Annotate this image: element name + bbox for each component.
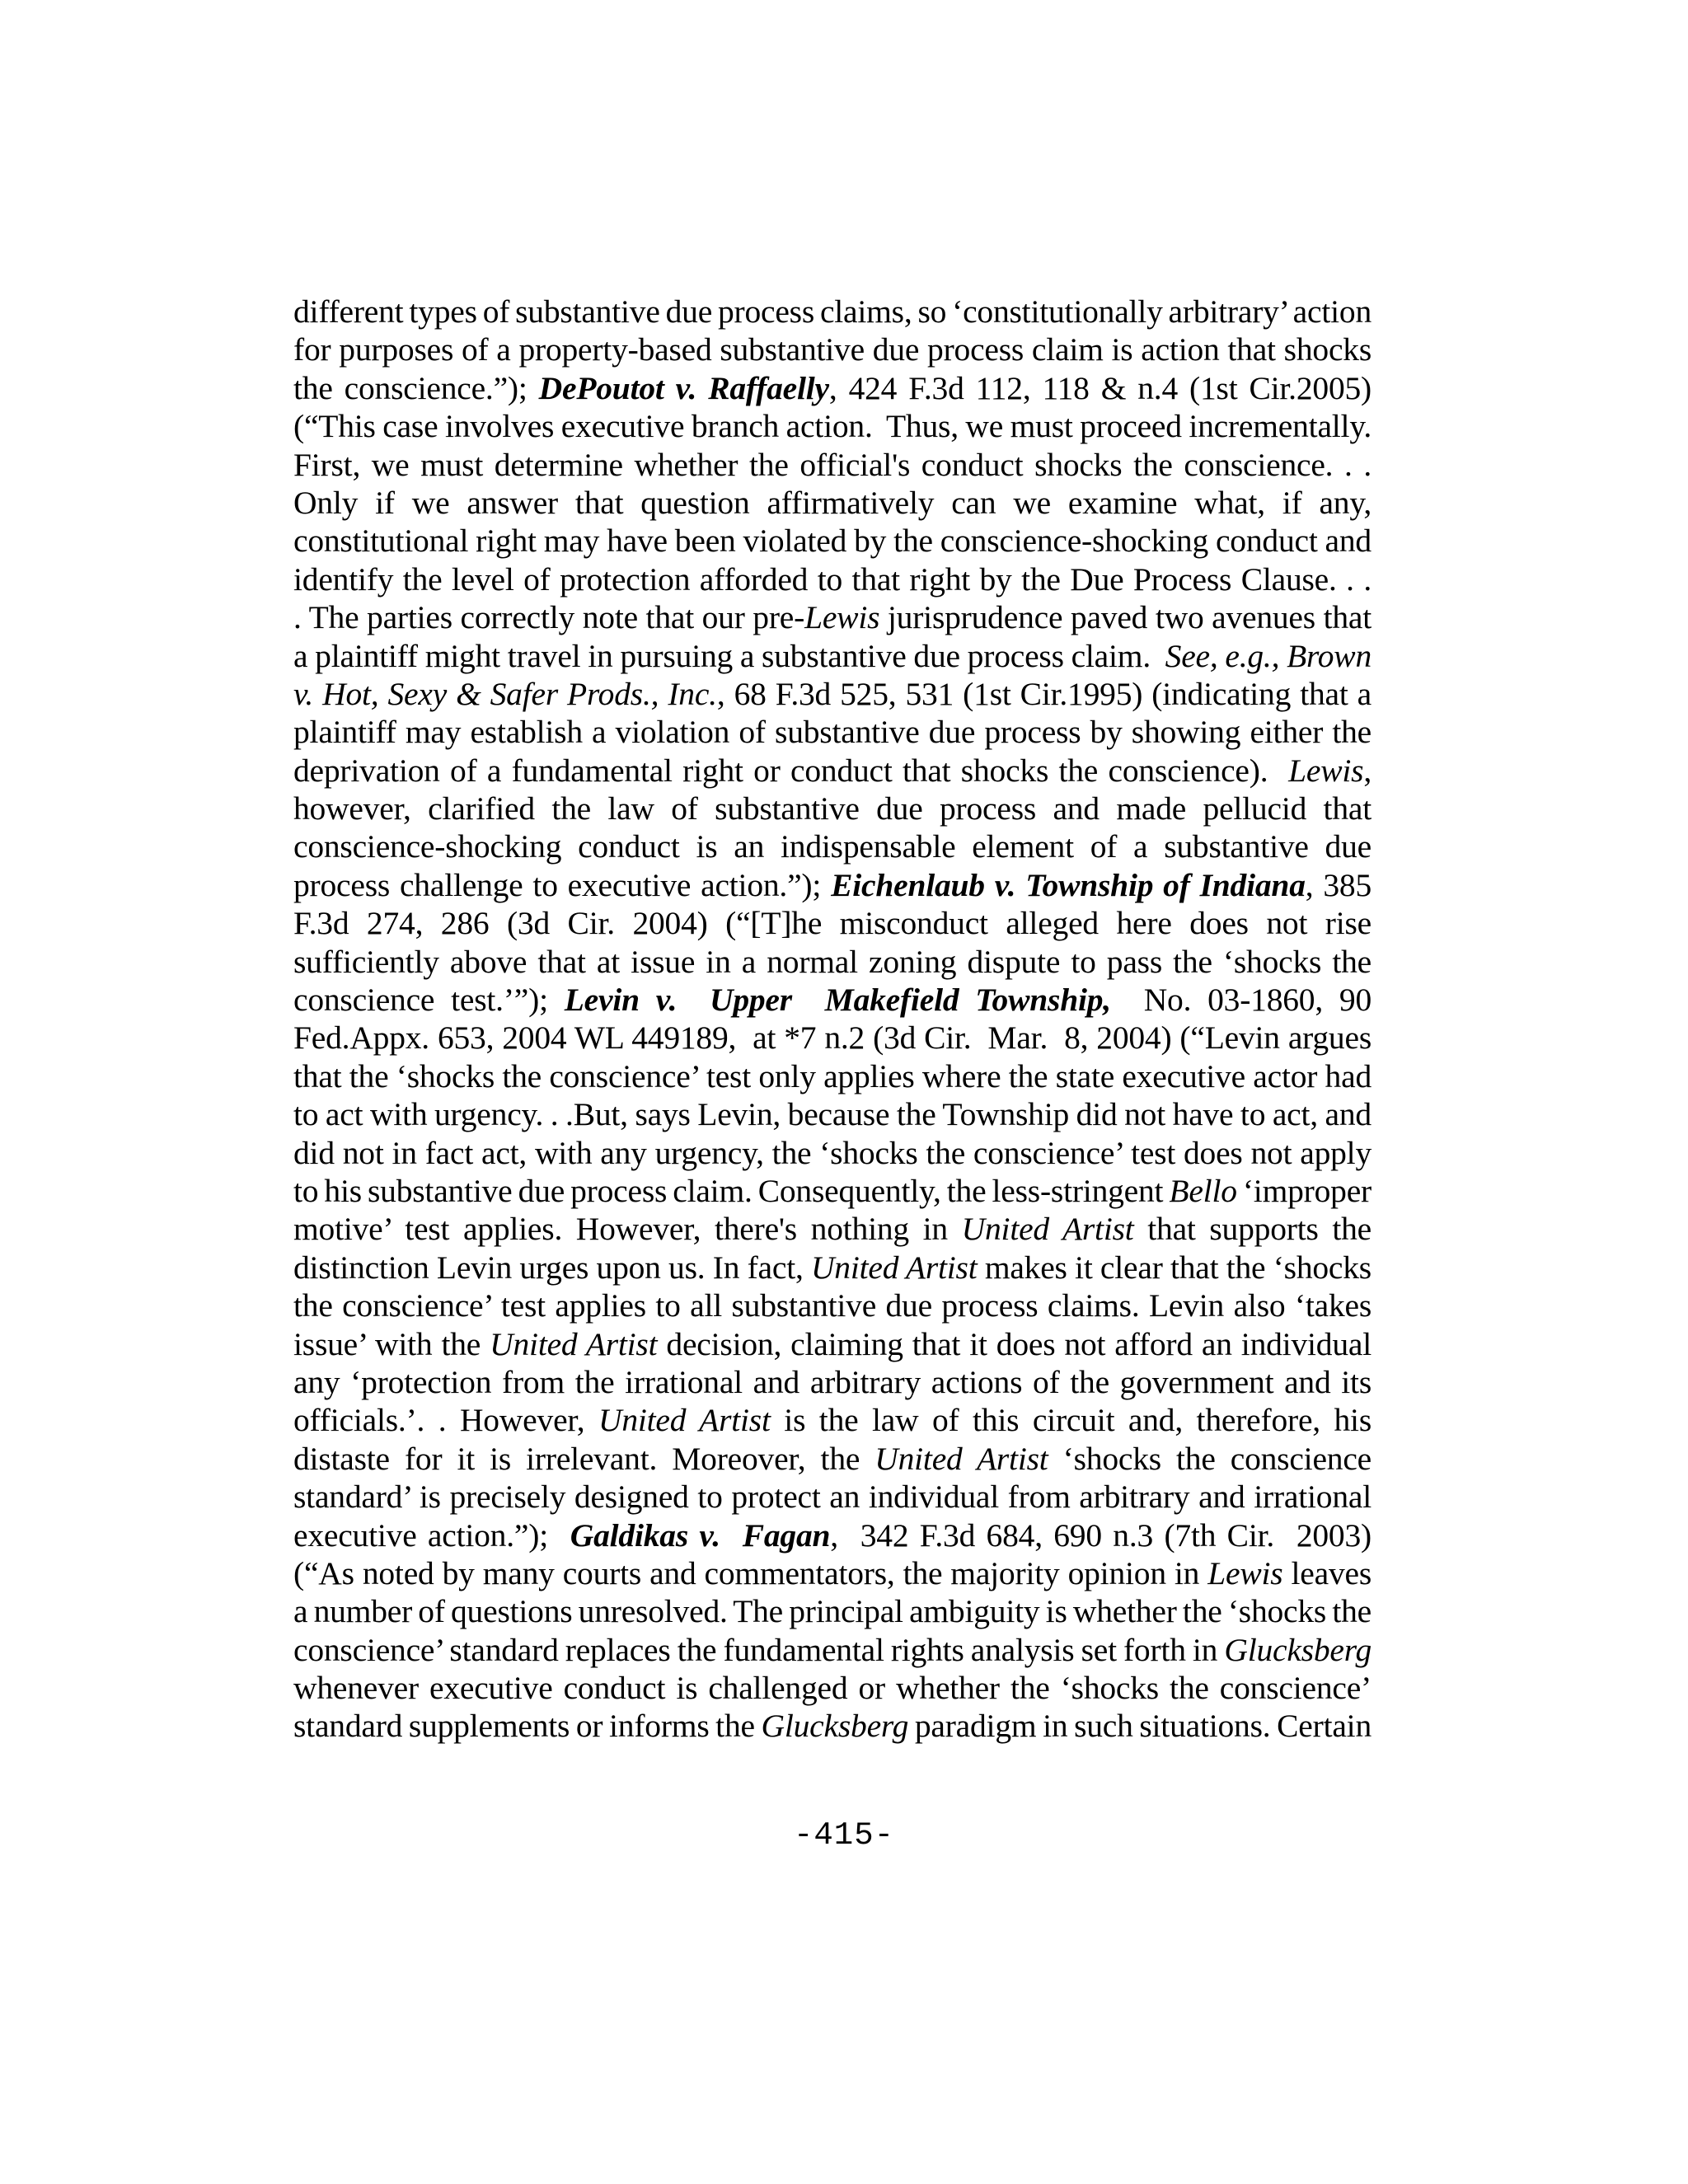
text-segment: makes it clear that the ‘shocks (977, 1249, 1372, 1286)
text-line (293, 1363, 1372, 1401)
italic-text: Bello (1169, 1172, 1237, 1209)
text-line (293, 1095, 1372, 1133)
text-segment: however, clarified the law of substantive due process and made pellucid that (293, 790, 1372, 827)
text-line (293, 866, 1372, 904)
italic-text: Glucksberg (1224, 1631, 1372, 1668)
text-line (293, 943, 1372, 981)
text-line (293, 904, 1372, 942)
text-line (293, 598, 1372, 636)
text-line (293, 1134, 1372, 1172)
text-line (293, 1592, 1372, 1630)
text-line (293, 713, 1372, 751)
text-line (293, 1631, 1372, 1669)
text-line (293, 560, 1372, 598)
italic-text: Lewis (1207, 1554, 1283, 1591)
text-segment: ‘improper (1236, 1172, 1372, 1209)
text-segment: No. 03-1860, 90 (1110, 982, 1372, 1019)
text-segment: process challenge to executive action.”); (293, 866, 832, 903)
italic-text: Glucksberg (761, 1708, 909, 1745)
case-name: Eichenlaub v. Township of Indiana (831, 866, 1306, 903)
text-line (293, 752, 1372, 790)
text-segment: the conscience.”); (293, 369, 539, 406)
text-segment: conscience-shocking conduct is an indispensable element of a substantive due (293, 828, 1372, 865)
text-segment: any ‘protection from the irrational and arbitrary actions of the government and its (293, 1363, 1372, 1400)
text-segment: , 68 F.3d 525, 531 (1st Cir.1995) (indicating that a (716, 675, 1372, 712)
text-segment: whenever executive conduct is challenged or whether the ‘shocks the conscience’ (293, 1670, 1372, 1707)
text-line (293, 1019, 1372, 1057)
text-segment: . The parties correctly note that our pre- (293, 599, 805, 636)
text-segment: to act with urgency. . .But, says Levin, because the Township did not have to act, and (293, 1096, 1372, 1133)
text-segment: different types of substantive due process claims, so ‘constitutionally arbitrary’ action (293, 293, 1372, 330)
text-line (293, 1210, 1372, 1248)
text-segment: the conscience’ test applies to all substantive due process claims. Levin also ‘takes (293, 1287, 1372, 1324)
text-segment: deprivation of a fundamental right or conduct that shocks the conscience). (293, 752, 1289, 789)
text-line (293, 407, 1372, 445)
text-segment: officials.’. . However, (293, 1402, 598, 1439)
text-segment: paradigm in such situations. Certain (908, 1708, 1372, 1745)
text-segment: constitutional right may have been violated by the conscience-shocking conduct and (293, 523, 1372, 560)
text-line (293, 1478, 1372, 1516)
text-line (293, 1172, 1372, 1210)
italic-text: v. Hot, Sexy & Safer Prods., Inc. (293, 675, 717, 712)
text-segment: a plaintiff might travel in pursuing a substantive due process claim. (293, 637, 1165, 674)
text-segment: a number of questions unresolved. The principal ambiguity is whether the ‘shocks the (293, 1593, 1372, 1630)
italic-text: See, e.g., Brown (1165, 637, 1372, 674)
text-line (293, 1401, 1372, 1439)
text-segment: leaves (1282, 1554, 1372, 1591)
text-segment: decision, claiming that it does not afford an individual (657, 1325, 1372, 1362)
italic-text: Lewis (1288, 752, 1364, 789)
text-segment: distaste for it is irrelevant. Moreover, the (293, 1440, 875, 1477)
text-segment: ‘shocks the conscience (1048, 1440, 1372, 1477)
text-line (293, 1057, 1372, 1095)
text-line (293, 1249, 1372, 1286)
text-segment: did not in fact act, with any urgency, the ‘shocks the conscience’ test does not apply (293, 1134, 1372, 1171)
text-segment: that the ‘shocks the conscience’ test only applies where the state executive actor had (293, 1057, 1372, 1094)
text-segment: , 424 F.3d 112, 118 & n.4 (1st Cir.2005) (828, 369, 1372, 406)
text-segment: jurisprudence paved two avenues that (879, 599, 1372, 636)
text-segment: (“This case involves executive branch action. Thus, we must proceed incrementally. (293, 408, 1372, 445)
text-line (293, 330, 1372, 368)
text-segment: , (1363, 752, 1372, 789)
page-number: -415- (793, 1817, 895, 1854)
text-segment: is the law of this circuit and, therefore, his (770, 1402, 1372, 1439)
text-line (293, 675, 1372, 713)
text-segment: identify the level of protection afforded to that right by the Due Process Clause. . . (293, 560, 1372, 598)
case-name: DePoutot v. Raffaelly (538, 369, 829, 406)
text-segment: First, we must determine whether the official's conduct shocks the conscience. . . (293, 446, 1372, 483)
text-segment: for purposes of a property-based substantive due process claim is action that shocks (293, 331, 1372, 368)
text-line (293, 1516, 1372, 1554)
italic-text: United Artist (874, 1440, 1048, 1477)
text-line (293, 484, 1372, 522)
text-line (293, 522, 1372, 560)
text-segment: Fed.Appx. 653, 2004 WL 449189, at *7 n.2 (3d Cir. Mar. 8, 2004) (“Levin argues (293, 1019, 1372, 1057)
text-segment: standard supplements or informs the (293, 1708, 762, 1745)
text-segment: sufficiently above that at issue in a normal zoning dispute to pass the ‘shocks the (293, 943, 1372, 980)
case-name: Levin v. Upper Makefield Township, (564, 982, 1111, 1019)
text-line (293, 446, 1372, 484)
text-segment: issue’ with the (293, 1325, 490, 1362)
text-line (293, 369, 1372, 407)
text-line (293, 1669, 1372, 1707)
case-name: Galdikas v. Fagan (570, 1516, 831, 1554)
text-line (293, 1286, 1372, 1324)
text-line (293, 293, 1372, 330)
italic-text: United Artist (598, 1402, 771, 1439)
text-line (293, 1440, 1372, 1478)
text-line (293, 827, 1372, 865)
text-segment: conscience test.’”); (293, 982, 565, 1019)
text-line (293, 1325, 1372, 1363)
text-segment: , 342 F.3d 684, 690 n.3 (7th Cir. 2003) (830, 1516, 1372, 1554)
text-segment: conscience’ standard replaces the fundamental rights analysis set forth in (293, 1631, 1225, 1668)
text-segment: executive action.”); (293, 1516, 570, 1554)
text-segment: (“As noted by many courts and commentators, the majority opinion in (293, 1554, 1208, 1591)
italic-text: United Artist (810, 1249, 978, 1286)
text-segment: plaintiff may establish a violation of substantive due process by showing either the (293, 714, 1372, 751)
text-segment: distinction Levin urges upon us. In fact, (293, 1249, 811, 1286)
text-line (293, 1554, 1372, 1592)
text-segment: to his substantive due process claim. Consequently, the less-stringent (293, 1172, 1170, 1209)
italic-text: United Artist (490, 1325, 658, 1362)
text-line (293, 790, 1372, 827)
text-segment: that supports the (1133, 1211, 1372, 1248)
text-segment: standard’ is precisely designed to protect an individual from arbitrary and irrational (293, 1479, 1372, 1516)
italic-text: Lewis (804, 599, 880, 636)
text-segment: F.3d 274, 286 (3d Cir. 2004) (“[T]he misconduct alleged here does not rise (293, 905, 1372, 942)
text-segment: Only if we answer that question affirmatively can we examine what, if any, (293, 484, 1372, 521)
italic-text: United Artist (961, 1211, 1134, 1248)
text-line (293, 1707, 1372, 1745)
text-segment: , 385 (1305, 866, 1372, 903)
text-segment: motive’ test applies. However, there's nothing in (293, 1211, 962, 1248)
text-line (293, 637, 1372, 675)
text-line (293, 981, 1372, 1019)
body-text (293, 293, 1372, 1746)
